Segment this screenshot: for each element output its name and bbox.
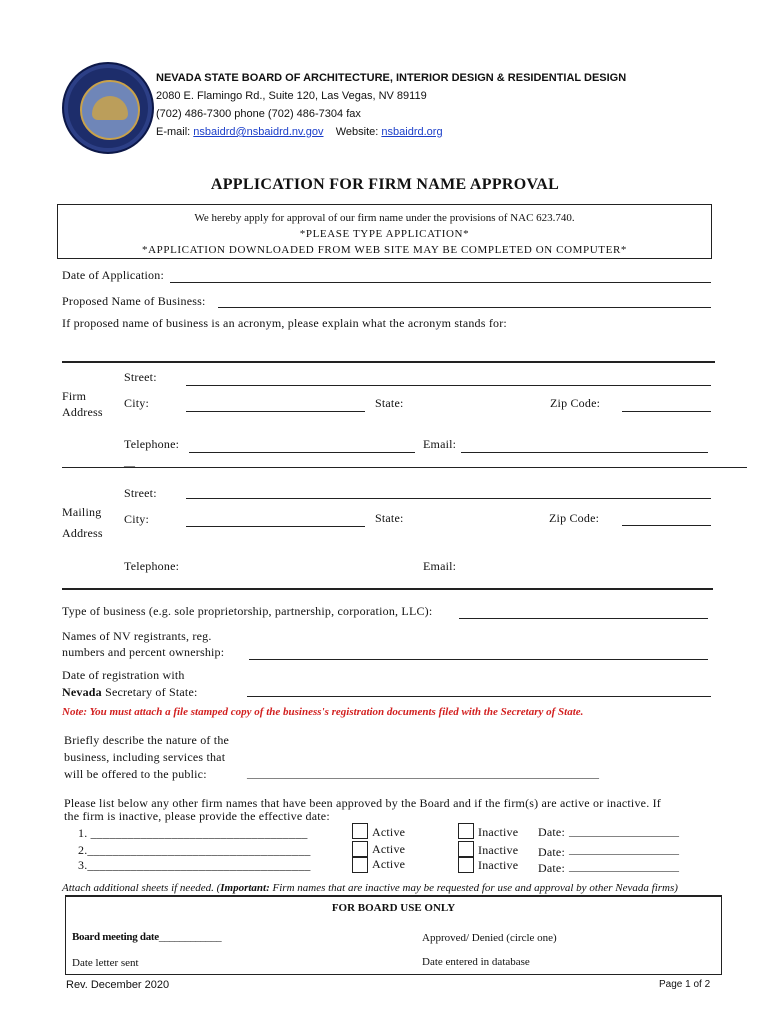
active-label-1: Active	[372, 825, 406, 839]
registration-note: Note: You must attach a file stamped copy of the business's registration documents filed with the Secretary of State.	[62, 706, 584, 718]
describe-label-1: Briefly describe the nature of the	[64, 733, 230, 747]
registration-date-label-1: Date of registration with	[62, 668, 185, 682]
other-firms-intro-1: Please list below any other firm names that have been approved by the Board and if the firm(s) are active or inactive. If	[64, 796, 661, 810]
business-type-field[interactable]	[459, 618, 708, 619]
firm-street-label: Street:	[124, 370, 157, 384]
mailing-zip-label: Zip Code:	[549, 511, 600, 525]
registrants-label-1: Names of NV registrants, reg.	[62, 629, 212, 643]
inactive-date-field-3[interactable]: ____________________	[569, 861, 679, 873]
website-link[interactable]: nsbaidrd.org	[381, 126, 443, 138]
revision-date: Rev. December 2020	[66, 979, 170, 991]
approved-denied-label: Approved/ Denied (circle one)	[422, 932, 557, 944]
email-link[interactable]: nsbaidrd@nsbaidrd.nv.gov	[193, 126, 324, 138]
intro-line-3: *APPLICATION DOWNLOADED FROM WEB SITE MAY BE COMPLETED ON COMPUTER*	[141, 244, 627, 256]
mailing-city-label: City:	[124, 512, 150, 526]
date-label-1: Date:	[538, 825, 565, 839]
board-meeting-date-label: Board meeting date____________	[72, 931, 222, 943]
proposed-name-field[interactable]	[218, 307, 711, 308]
mailing-address-label-1: Mailing	[62, 505, 102, 519]
describe-field[interactable]: ________________________________________________________________	[247, 768, 599, 780]
email-label: E-mail:	[156, 126, 191, 138]
registrants-field[interactable]	[249, 659, 708, 660]
acronym-label: If proposed name of business is an acronym, please explain what the acronym stands for:	[62, 316, 507, 330]
registration-date-field[interactable]	[247, 696, 711, 697]
firm-city-label: City:	[124, 396, 150, 410]
active-label-3: Active	[372, 857, 406, 871]
org-address: 2080 E. Flamingo Rd., Suite 120, Las Vegas, NV 89119	[156, 90, 427, 102]
mailing-street-label: Street:	[124, 486, 157, 500]
describe-label-3: will be offered to the public:	[64, 767, 207, 781]
section-divider-thick	[62, 588, 713, 590]
firm-telephone-field[interactable]	[189, 452, 415, 453]
other-firm-name-2[interactable]: 2.____________________________________	[78, 843, 311, 857]
acronym-field[interactable]	[62, 361, 715, 363]
inactive-label-3: Inactive	[478, 858, 519, 872]
org-contact	[156, 126, 443, 138]
website-label: Website:	[335, 126, 379, 138]
registration-date-label-2: Nevada Secretary of State:	[62, 685, 198, 699]
firm-telephone-label: Telephone:	[124, 437, 180, 451]
instructions-box	[57, 204, 712, 259]
inactive-checkbox-3[interactable]	[458, 857, 474, 873]
mailing-telephone-label: Telephone:	[124, 559, 180, 573]
inactive-label-2: Inactive	[478, 843, 519, 857]
date-label-2: Date:	[538, 845, 565, 859]
inactive-checkbox-1[interactable]	[458, 823, 474, 839]
firm-city-field[interactable]	[186, 411, 365, 412]
date-of-application-field[interactable]	[170, 282, 711, 283]
mailing-state-label: State:	[375, 511, 404, 525]
firm-zip-label: Zip Code:	[550, 396, 601, 410]
registrants-label-2: numbers and percent ownership:	[62, 645, 225, 659]
section-divider	[62, 467, 747, 468]
firm-email-label: Email:	[423, 437, 457, 451]
org-phone-fax: (702) 486-7300 phone (702) 486-7304 fax	[156, 108, 361, 120]
describe-label-2: business, including services that	[64, 750, 226, 764]
mailing-address-label-2: Address	[62, 526, 103, 540]
inactive-date-field-1[interactable]: ____________________	[569, 826, 679, 838]
intro-line-2: *PLEASE TYPE APPLICATION*	[299, 228, 470, 240]
firm-zip-field[interactable]	[622, 411, 711, 412]
mailing-email-label: Email:	[423, 559, 457, 573]
date-entered-database-label: Date entered in database	[422, 956, 530, 968]
active-checkbox-2[interactable]	[352, 841, 368, 857]
page-number: Page 1 of 2	[659, 979, 711, 990]
other-firms-intro-2: the firm is inactive, please provide the effective date:	[64, 809, 330, 823]
nevada-state-seal	[62, 62, 154, 154]
intro-line-1: We hereby apply for approval of our firm name under the provisions of NAC 623.740.	[194, 212, 575, 224]
mailing-street-field[interactable]	[186, 498, 711, 499]
org-name: NEVADA STATE BOARD OF ARCHITECTURE, INTERIOR DESIGN & RESIDENTIAL DESIGN	[156, 72, 627, 84]
firm-state-label: State:	[375, 396, 404, 410]
business-type-label: Type of business (e.g. sole proprietorship, partnership, corporation, LLC):	[62, 604, 433, 618]
board-use-title: FOR BOARD USE ONLY	[331, 902, 456, 914]
date-letter-sent-label: Date letter sent	[72, 957, 139, 969]
page-title: APPLICATION FOR FIRM NAME APPROVAL	[210, 176, 560, 193]
inactive-date-field-2[interactable]: ____________________	[569, 844, 679, 856]
date-of-application-label: Date of Application:	[62, 268, 164, 282]
firm-address-label-1: Firm	[62, 389, 87, 403]
proposed-name-label: Proposed Name of Business:	[62, 294, 206, 308]
firm-address-label-2: Address	[62, 405, 103, 419]
inactive-checkbox-2[interactable]	[458, 841, 474, 857]
stray-underscore: __	[124, 456, 135, 468]
active-checkbox-1[interactable]	[352, 823, 368, 839]
mailing-zip-field[interactable]	[622, 525, 711, 526]
firm-street-field[interactable]	[186, 385, 711, 386]
date-label-3: Date:	[538, 861, 565, 875]
other-firm-name-3[interactable]: 3.____________________________________	[78, 858, 311, 872]
other-firm-name-1[interactable]: 1. ___________________________________	[78, 826, 308, 840]
mailing-city-field[interactable]	[186, 526, 365, 527]
board-use-only-box	[65, 895, 722, 975]
firm-email-field[interactable]	[461, 452, 708, 453]
active-checkbox-3[interactable]	[352, 857, 368, 873]
inactive-label-1: Inactive	[478, 825, 519, 839]
active-label-2: Active	[372, 842, 406, 856]
attach-sheets-note: Attach additional sheets if needed. (Important: Firm names that are inactive may be requested for use and approval by other Nevada firms)	[62, 882, 678, 894]
